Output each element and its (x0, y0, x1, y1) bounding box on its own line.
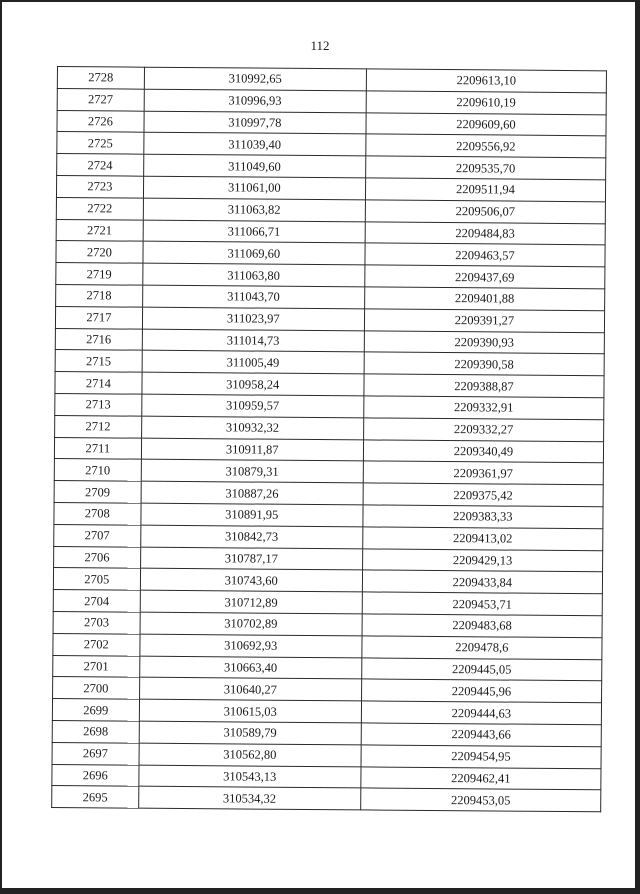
point-number-cell: 2714 (55, 372, 142, 394)
point-number-cell: 2696 (52, 764, 139, 786)
point-number-cell: 2717 (55, 306, 142, 328)
x-coordinate-cell: 311063,80 (142, 263, 364, 287)
y-coordinate-cell: 2209613,10 (366, 69, 606, 93)
x-coordinate-cell: 310615,03 (139, 699, 361, 723)
x-coordinate-cell: 310534,32 (138, 786, 360, 810)
point-number-cell: 2724 (57, 154, 144, 176)
x-coordinate-cell: 311069,60 (143, 242, 365, 266)
y-coordinate-cell: 2209511,94 (365, 178, 605, 202)
y-coordinate-cell: 2209445,96 (361, 679, 601, 703)
y-coordinate-cell: 2209556,92 (366, 134, 606, 158)
point-number-cell: 2701 (53, 655, 140, 677)
x-coordinate-cell: 311005,49 (142, 351, 364, 375)
x-coordinate-cell: 310589,79 (139, 721, 361, 745)
y-coordinate-cell: 2209401,88 (364, 287, 604, 311)
x-coordinate-cell: 310640,27 (139, 677, 361, 701)
point-number-cell: 2720 (56, 241, 143, 263)
y-coordinate-cell: 2209535,70 (365, 156, 605, 180)
x-coordinate-cell: 310887,26 (141, 481, 363, 505)
x-coordinate-cell: 311039,40 (143, 133, 365, 157)
y-coordinate-cell: 2209445,05 (362, 657, 602, 681)
y-coordinate-cell: 2209610,19 (366, 91, 606, 115)
point-number-cell: 2723 (56, 175, 143, 197)
y-coordinate-cell: 2209453,05 (361, 788, 601, 812)
point-number-cell: 2719 (56, 263, 143, 285)
point-number-cell: 2707 (54, 524, 141, 546)
x-coordinate-cell: 310787,17 (140, 547, 362, 571)
x-coordinate-cell: 311049,60 (143, 154, 365, 178)
point-number-cell: 2710 (54, 459, 141, 481)
point-number-cell: 2722 (56, 197, 143, 219)
x-coordinate-cell: 310997,78 (144, 111, 366, 135)
x-coordinate-cell: 310692,93 (140, 634, 362, 658)
y-coordinate-cell: 2209462,41 (361, 766, 601, 790)
point-number-cell: 2702 (53, 633, 140, 655)
x-coordinate-cell: 311014,73 (142, 329, 364, 353)
x-coordinate-cell: 310702,89 (140, 612, 362, 636)
x-coordinate-cell: 310562,80 (139, 743, 361, 767)
table-row (52, 786, 601, 812)
point-number-cell: 2711 (54, 437, 141, 459)
y-coordinate-cell: 2209453,71 (362, 592, 602, 616)
x-coordinate-cell: 310842,73 (140, 525, 362, 549)
x-coordinate-cell: 311063,82 (143, 198, 365, 222)
point-number-cell: 2712 (55, 415, 142, 437)
point-number-cell: 2708 (54, 502, 141, 524)
y-coordinate-cell: 2209433,84 (362, 570, 602, 594)
x-coordinate-cell: 310543,13 (139, 765, 361, 789)
y-coordinate-cell: 2209483,68 (362, 614, 602, 638)
coordinates-table (51, 66, 607, 812)
y-coordinate-cell: 2209463,57 (365, 243, 605, 267)
y-coordinate-cell: 2209375,42 (363, 483, 603, 507)
x-coordinate-cell: 310891,95 (141, 503, 363, 527)
y-coordinate-cell: 2209340,49 (363, 439, 603, 463)
y-coordinate-cell: 2209443,66 (361, 723, 601, 747)
y-coordinate-cell: 2209429,13 (362, 548, 602, 572)
y-coordinate-cell: 2209391,27 (364, 309, 604, 333)
x-coordinate-cell: 310959,57 (141, 394, 363, 418)
y-coordinate-cell: 2209390,93 (364, 330, 604, 354)
point-number-cell: 2727 (57, 88, 144, 110)
x-coordinate-cell: 310992,65 (144, 67, 366, 91)
page-number: 112 (310, 38, 330, 53)
point-number-cell: 2728 (57, 67, 144, 89)
x-coordinate-cell: 311043,70 (142, 285, 364, 309)
point-number-cell: 2703 (53, 611, 140, 633)
x-coordinate-cell: 310996,93 (144, 89, 366, 113)
point-number-cell: 2716 (55, 328, 142, 350)
point-number-cell: 2699 (52, 699, 139, 721)
y-coordinate-cell: 2209383,33 (363, 505, 603, 529)
y-coordinate-cell: 2209484,83 (365, 222, 605, 246)
y-coordinate-cell: 2209390,58 (364, 352, 604, 376)
point-number-cell: 2695 (52, 786, 139, 808)
point-number-cell: 2698 (52, 720, 139, 742)
x-coordinate-cell: 310911,87 (141, 438, 363, 462)
x-coordinate-cell: 310712,89 (140, 590, 362, 614)
y-coordinate-cell: 2209388,87 (364, 374, 604, 398)
point-number-cell: 2718 (56, 284, 143, 306)
x-coordinate-cell: 311061,00 (143, 176, 365, 200)
point-number-cell: 2725 (57, 132, 144, 154)
y-coordinate-cell: 2209444,63 (361, 701, 601, 725)
y-coordinate-cell: 2209454,95 (361, 745, 601, 769)
point-number-cell: 2706 (54, 546, 141, 568)
point-number-cell: 2705 (53, 568, 140, 590)
coordinates-table-body (52, 67, 607, 812)
x-coordinate-cell: 311066,71 (143, 220, 365, 244)
y-coordinate-cell: 2209478,6 (362, 636, 602, 660)
point-number-cell: 2709 (54, 481, 141, 503)
y-coordinate-cell: 2209413,02 (363, 527, 603, 551)
y-coordinate-cell: 2209332,27 (363, 418, 603, 442)
y-coordinate-cell: 2209437,69 (365, 265, 605, 289)
y-coordinate-cell: 2209506,07 (365, 200, 605, 224)
y-coordinate-cell: 2209609,60 (366, 113, 606, 137)
point-number-cell: 2697 (52, 742, 139, 764)
x-coordinate-cell: 310932,32 (141, 416, 363, 440)
point-number-cell: 2704 (53, 590, 140, 612)
point-number-cell: 2700 (53, 677, 140, 699)
x-coordinate-cell: 310879,31 (141, 460, 363, 484)
point-number-cell: 2721 (56, 219, 143, 241)
point-number-cell: 2713 (55, 393, 142, 415)
x-coordinate-cell: 311023,97 (142, 307, 364, 331)
x-coordinate-cell: 310958,24 (142, 372, 364, 396)
y-coordinate-cell: 2209332,91 (364, 396, 604, 420)
point-number-cell: 2726 (57, 110, 144, 132)
x-coordinate-cell: 310663,40 (139, 656, 361, 680)
x-coordinate-cell: 310743,60 (140, 568, 362, 592)
y-coordinate-cell: 2209361,97 (363, 461, 603, 485)
point-number-cell: 2715 (55, 350, 142, 372)
